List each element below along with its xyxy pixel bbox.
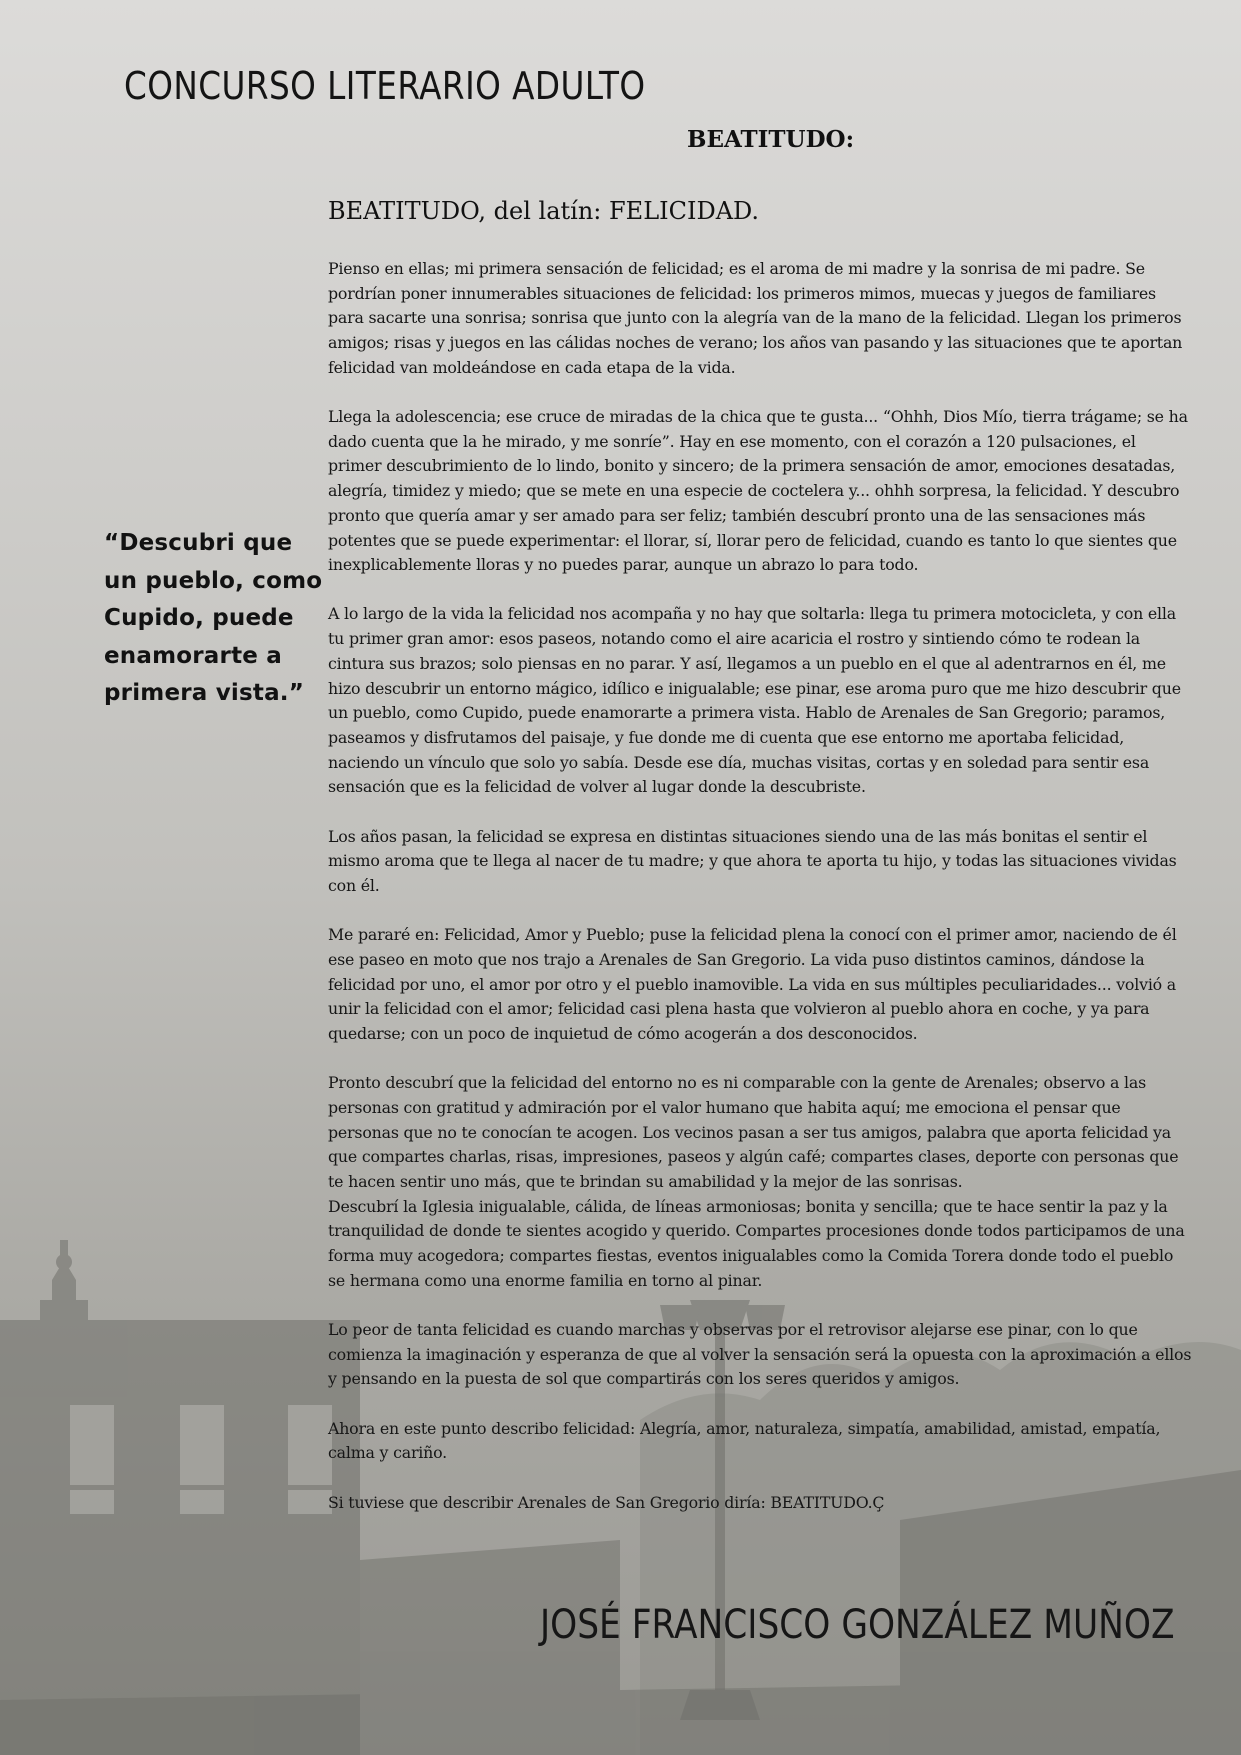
- paragraph-9: Ahora en este punto describo felicidad: Alegría, amor, naturaleza, simpatía, amabilidad, amistad, empatía, calma y cariño.: [328, 1418, 1161, 1463]
- paragraph-10: Si tuviese que describir Arenales de San Gregorio diría: BEATITUDO.Ç: [328, 1492, 885, 1512]
- paragraph-5: Me pararé en: Felicidad, Amor y Pueblo; puse la felicidad plena la conocí con el primer amor, naciendo de él ese paseo en moto que nos trajo a Arenales de San Gregorio. La vida puso distintos caminos, dándose la felicidad por uno, el amor por otro y el pueblo inamovible. La vida en sus múltiples peculiaridades... volvió a unir la felicidad con el amor; felicidad casi plena hasta que volvieron al pueblo ahora en coche, y ya para quedarse; con un poco de inquietud de cómo acogerán a dos desconocidos.: [328, 925, 1177, 1043]
- story-heading: BEATITUDO, del latín: FELICIDAD.: [328, 197, 760, 225]
- contest-title: CONCURSO LITERARIO ADULTO: [124, 64, 646, 108]
- pull-quote: “Descubri que un pueblo, como Cupido, puede enamorarte a primera vista.”: [104, 530, 323, 706]
- author-name: JOSÉ FRANCISCO GONZÁLEZ MUÑOZ: [540, 1602, 1175, 1648]
- paragraph-6: Pronto descubrí que la felicidad del entorno no es ni comparable con la gente de Arenales; observo a las personas con gratitud y admiración por el valor humano que habita aquí; me emociona el pensar que personas que no te conocían te acogen. Los vecinos pasan a ser tus amigos, palabra que aporta felicidad ya que compartes charlas, risas, impresiones, paseos y algún café; compartes clases, deporte con personas que te hacen sentir uno más, que te brindan su amabilidad y la mejor de las sonrisas.: [328, 1073, 1179, 1191]
- paragraph-3: A lo largo de la vida la felicidad nos acompaña y no hay que soltarla: llega tu primera motocicleta, y con ella tu primer gran amor: esos paseos, notando como el aire acaricia el rostro y sintiendo cómo te rodean la cintura sus brazos; solo piensas en no parar. Y así, llegamos a un pueblo en el que al adentrarnos en él, me hizo descubrir un entorno mágico, idílico e inigualable; ese pinar, ese aroma puro que me hizo descubrir que un pueblo, como Cupido, puede enamorarte a primera vista. Hablo de Arenales de San Gregorio; paramos, paseamos y disfrutamos del paisaje, y fue donde me di cuenta que ese entorno me aportaba felicidad, naciendo un vínculo que solo yo sabía. Desde ese día, muchas visitas, cortas y en soledad para sentir esa sensación que es la felicidad de volver al lugar donde la descubriste.: [328, 604, 1181, 797]
- story-title: BEATITUDO:: [687, 126, 855, 153]
- paragraph-7: Descubrí la Iglesia inigualable, cálida, de líneas armoniosas; bonita y sencilla; que te hace sentir la paz y la tranquilidad de donde te sientes acogido y querido. Compartes procesiones donde todos participamos de una forma muy acogedora; compartes fiestas, eventos inigualables como la Comida Torera donde todo el pueblo se hermana como una enorme familia en torno al pinar.: [328, 1196, 1185, 1290]
- paragraph-8: Lo peor de tanta felicidad es cuando marchas y observas por el retrovisor alejarse ese pinar, con lo que comienza la imaginación y esperanza de que al volver la sensación será la opuesta con la aproximación a ellos y pensando en la puesta de sol que compartirás con los seres queridos y amigos.: [328, 1320, 1192, 1389]
- paragraph-4: Los años pasan, la felicidad se expresa en distintas situaciones siendo una de las más bonitas el sentir el mismo aroma que te llega al nacer de tu madre; y que ahora te aporta tu hijo, y todas las situaciones vividas con él.: [328, 826, 1177, 895]
- story-body: [328, 257, 1192, 1540]
- paragraph-1: Pienso en ellas; mi primera sensación de felicidad; es el aroma de mi madre y la sonrisa de mi padre. Se pordrían poner innumerables situaciones de felicidad: los primeros mimos, muecas y juegos de familiares para sacarte una sonrisa; sonrisa que junto con la alegría van de la mano de la felicidad. Llegan los primeros amigos; risas y juegos en las cálidas noches de verano; los años van pasando y las situaciones que te aportan felicidad van moldeándose en cada etapa de la vida.: [328, 259, 1183, 377]
- paragraph-2: Llega la adolescencia; ese cruce de miradas de la chica que te gusta... “Ohhh, Dios Mío, tierra trágame; se ha dado cuenta que la he mirado, y me sonríe”. Hay en ese momento, con el corazón a 120 pulsaciones, el primer descubrimiento de lo lindo, bonito y sincero; de la primera sensación de amor, emociones desatadas, alegría, timidez y miedo; que se mete en una especie de coctelera y... ohhh sorpresa, la felicidad. Y descubro pronto que quería amar y ser amado para ser feliz; también descubrí pronto una de las sensaciones más potentes que se puede experimentar: el llorar, sí, llorar pero de felicidad, cuando es tanto lo que sientes que inexplicablemente lloras y no puedes parar, aunque un abrazo lo para todo.: [328, 407, 1188, 575]
